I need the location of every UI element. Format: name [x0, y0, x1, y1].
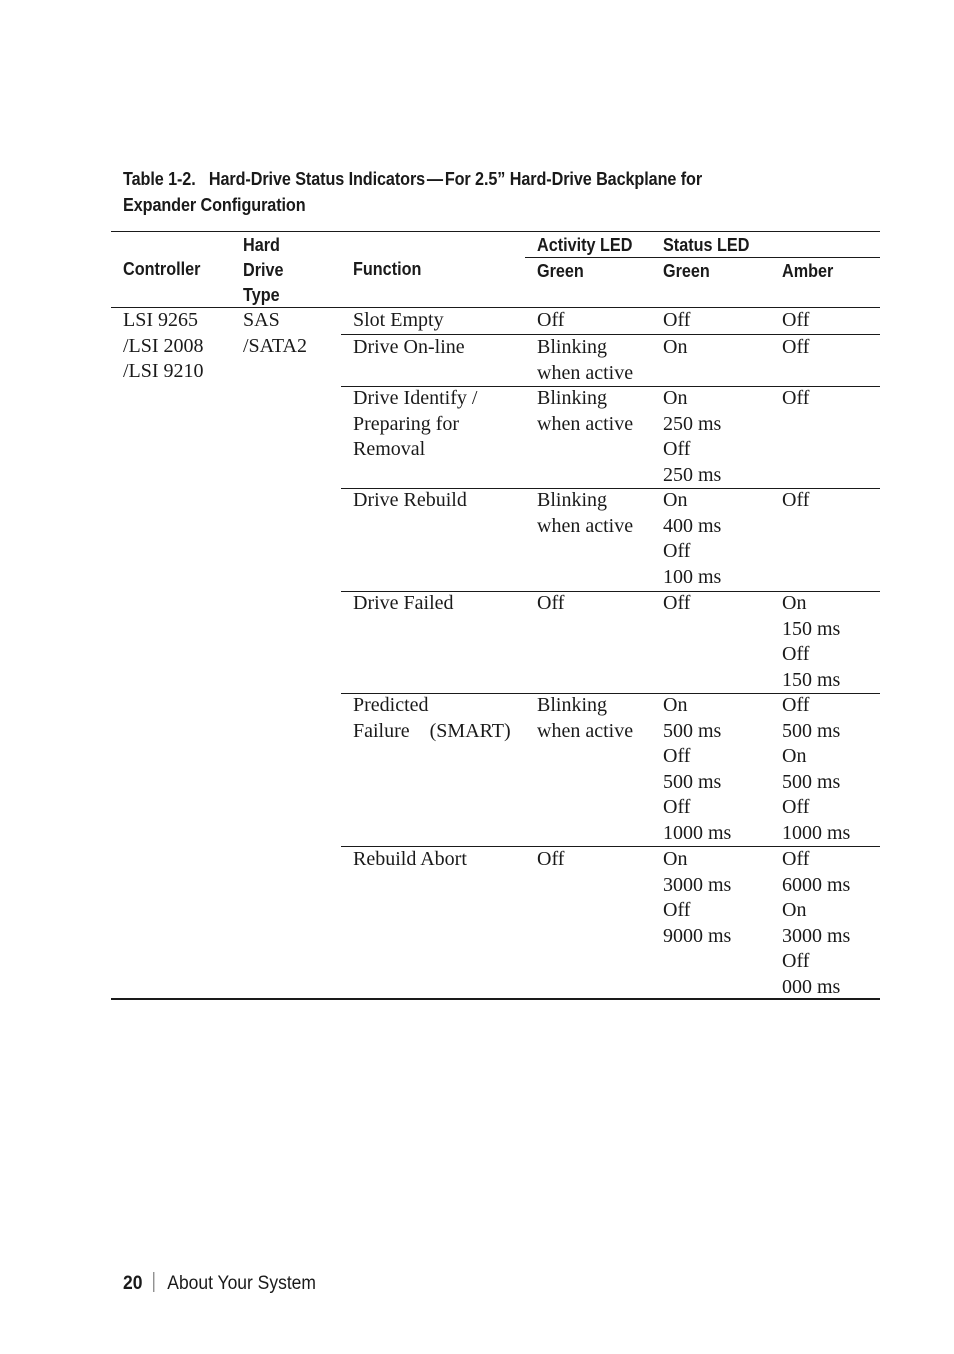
table-label: Table 1-2. [123, 169, 196, 189]
cell-line: On [663, 848, 688, 870]
function-cell [353, 591, 454, 617]
table-title-part2: For 2.5” Hard-Drive Backplane for [444, 169, 703, 189]
cell-line: Removal [353, 438, 426, 460]
cell-line: Off [782, 309, 810, 331]
status-amber-cell [782, 335, 809, 361]
row-divider [341, 334, 880, 335]
header-status-led: Status LED [663, 235, 750, 255]
status-amber-cell [782, 847, 850, 1000]
cell-line: Off [782, 694, 810, 716]
status-amber-cell [782, 488, 809, 514]
status-green-cell [663, 591, 690, 617]
status-amber-cell [782, 591, 840, 693]
controller-cell [123, 308, 204, 385]
cell-line: 400 ms [663, 514, 722, 537]
row-divider [341, 386, 880, 387]
table-bottom-rule [111, 998, 880, 1000]
cell-line: 150 ms [782, 668, 841, 691]
cell-line: On [663, 336, 688, 358]
cell-line: 500 ms [663, 719, 722, 742]
drive-type-line: SAS [243, 309, 280, 331]
footer-section-title: About Your System [167, 1273, 316, 1294]
header-drive-type-line: Hard [243, 235, 280, 255]
cell-line: Off [782, 489, 810, 511]
status-green-cell [663, 386, 721, 488]
cell-line: 150 ms [782, 617, 841, 640]
cell-line: Blinking [537, 336, 608, 358]
table-top-rule [111, 231, 880, 232]
cell-line: On [663, 387, 688, 409]
cell-line: Off [782, 950, 810, 972]
cell-line: Predicted [353, 694, 429, 716]
header-activity-green: Green [537, 261, 584, 281]
status-green-cell [663, 335, 687, 361]
cell-line: 3000 ms [663, 873, 732, 896]
cell-line: 3000 ms [782, 924, 851, 947]
title-dash: — [426, 169, 444, 189]
cell-line: 1000 ms [663, 821, 732, 844]
cell-line: Off [782, 336, 810, 358]
cell-line: Off [537, 848, 565, 870]
cell-line: Off [537, 592, 565, 614]
cell-line: Off [663, 540, 691, 562]
activity-green-cell [537, 386, 633, 437]
cell-line: Off [663, 309, 691, 331]
table-title-part1: Hard-Drive Status Indicators [208, 169, 426, 189]
row-divider [341, 846, 880, 847]
cell-line: 100 ms [663, 565, 722, 588]
status-green-cell [663, 488, 721, 590]
page-footer [123, 1272, 316, 1296]
cell-line: On [663, 489, 688, 511]
cell-line: On [782, 592, 807, 614]
cell-line: On [663, 694, 688, 716]
cell-line: Slot Empty [353, 309, 444, 331]
activity-green-cell [537, 335, 633, 386]
header-bottom-rule [111, 307, 880, 308]
cell-line: Off [663, 438, 691, 460]
cell-line: 250 ms [663, 412, 722, 435]
status-green-cell [663, 308, 690, 334]
cell-line: 1000 ms [782, 821, 851, 844]
activity-green-cell [537, 488, 633, 539]
cell-line: when active [537, 719, 634, 742]
cell-line: Drive Failed [353, 592, 454, 614]
cell-line: 250 ms [663, 463, 722, 486]
status-amber-cell [782, 693, 850, 846]
cell-line: Off [782, 643, 810, 665]
function-cell [353, 847, 467, 873]
header-drive-type-line: Drive [243, 260, 284, 280]
cell-line: 6000 ms [782, 873, 851, 896]
cell-line: Off [663, 899, 691, 921]
cell-line: Off [782, 796, 810, 818]
row-divider [341, 591, 880, 592]
page-number: 20 [123, 1273, 143, 1294]
cell-line: Off [663, 796, 691, 818]
table-caption [123, 166, 771, 218]
function-cell [353, 335, 465, 361]
cell-line: On [782, 899, 807, 921]
activity-green-cell [537, 308, 564, 334]
cell-line: 9000 ms [663, 924, 732, 947]
cell-line: Off [782, 848, 810, 870]
cell-line: when active [537, 514, 634, 537]
status-amber-cell [782, 386, 809, 412]
activity-green-cell [537, 847, 564, 873]
cell-line: Off [537, 309, 565, 331]
cell-line: when active [537, 412, 634, 435]
cell-line: Drive Rebuild [353, 489, 467, 511]
cell-line: On [782, 745, 807, 767]
footer-divider [153, 1272, 154, 1292]
cell-line: 500 ms [782, 719, 841, 742]
cell-line: 000 ms [782, 975, 841, 998]
function-cell [353, 488, 467, 514]
row-divider [341, 488, 880, 489]
status-green-cell [663, 847, 731, 949]
header-drive-type-line: Type [243, 285, 280, 305]
cell-line: when active [537, 361, 634, 384]
header-status-amber: Amber [782, 261, 834, 281]
header-activity-led: Activity LED [537, 235, 633, 255]
header-status-green: Green [663, 261, 710, 281]
status-amber-cell [782, 308, 809, 334]
function-cell [353, 693, 511, 744]
header-controller: Controller [123, 259, 201, 279]
status-green-cell [663, 693, 731, 846]
drive-type-line: /SATA2 [243, 334, 307, 357]
cell-line: Blinking [537, 387, 608, 409]
activity-green-cell [537, 591, 564, 617]
controller-line: LSI 9265 [123, 309, 198, 331]
controller-line: /LSI 9210 [123, 360, 204, 382]
table-title-line2: Expander Configuration [123, 195, 306, 215]
activity-green-cell [537, 693, 633, 744]
cell-line: 500 ms [663, 770, 722, 793]
function-cell [353, 386, 477, 463]
cell-line: Drive On-line [353, 336, 465, 358]
cell-line: Blinking [537, 694, 608, 716]
row-divider [341, 693, 880, 694]
cell-line: Off [663, 745, 691, 767]
header-function: Function [353, 259, 422, 279]
drive-type-cell [243, 308, 307, 359]
cell-line: Rebuild Abort [353, 848, 467, 870]
controller-line: /LSI 2008 [123, 334, 204, 357]
cell-line: 500 ms [782, 770, 841, 793]
function-cell [353, 308, 444, 334]
cell-line: Off [663, 592, 691, 614]
cell-line: Blinking [537, 489, 608, 511]
cell-line: Off [782, 387, 810, 409]
cell-line: Preparing for [353, 412, 460, 435]
cell-line: Drive Identify / [353, 387, 478, 409]
header-drive-type [243, 233, 284, 308]
cell-line: Failure (SMART) [353, 719, 511, 742]
